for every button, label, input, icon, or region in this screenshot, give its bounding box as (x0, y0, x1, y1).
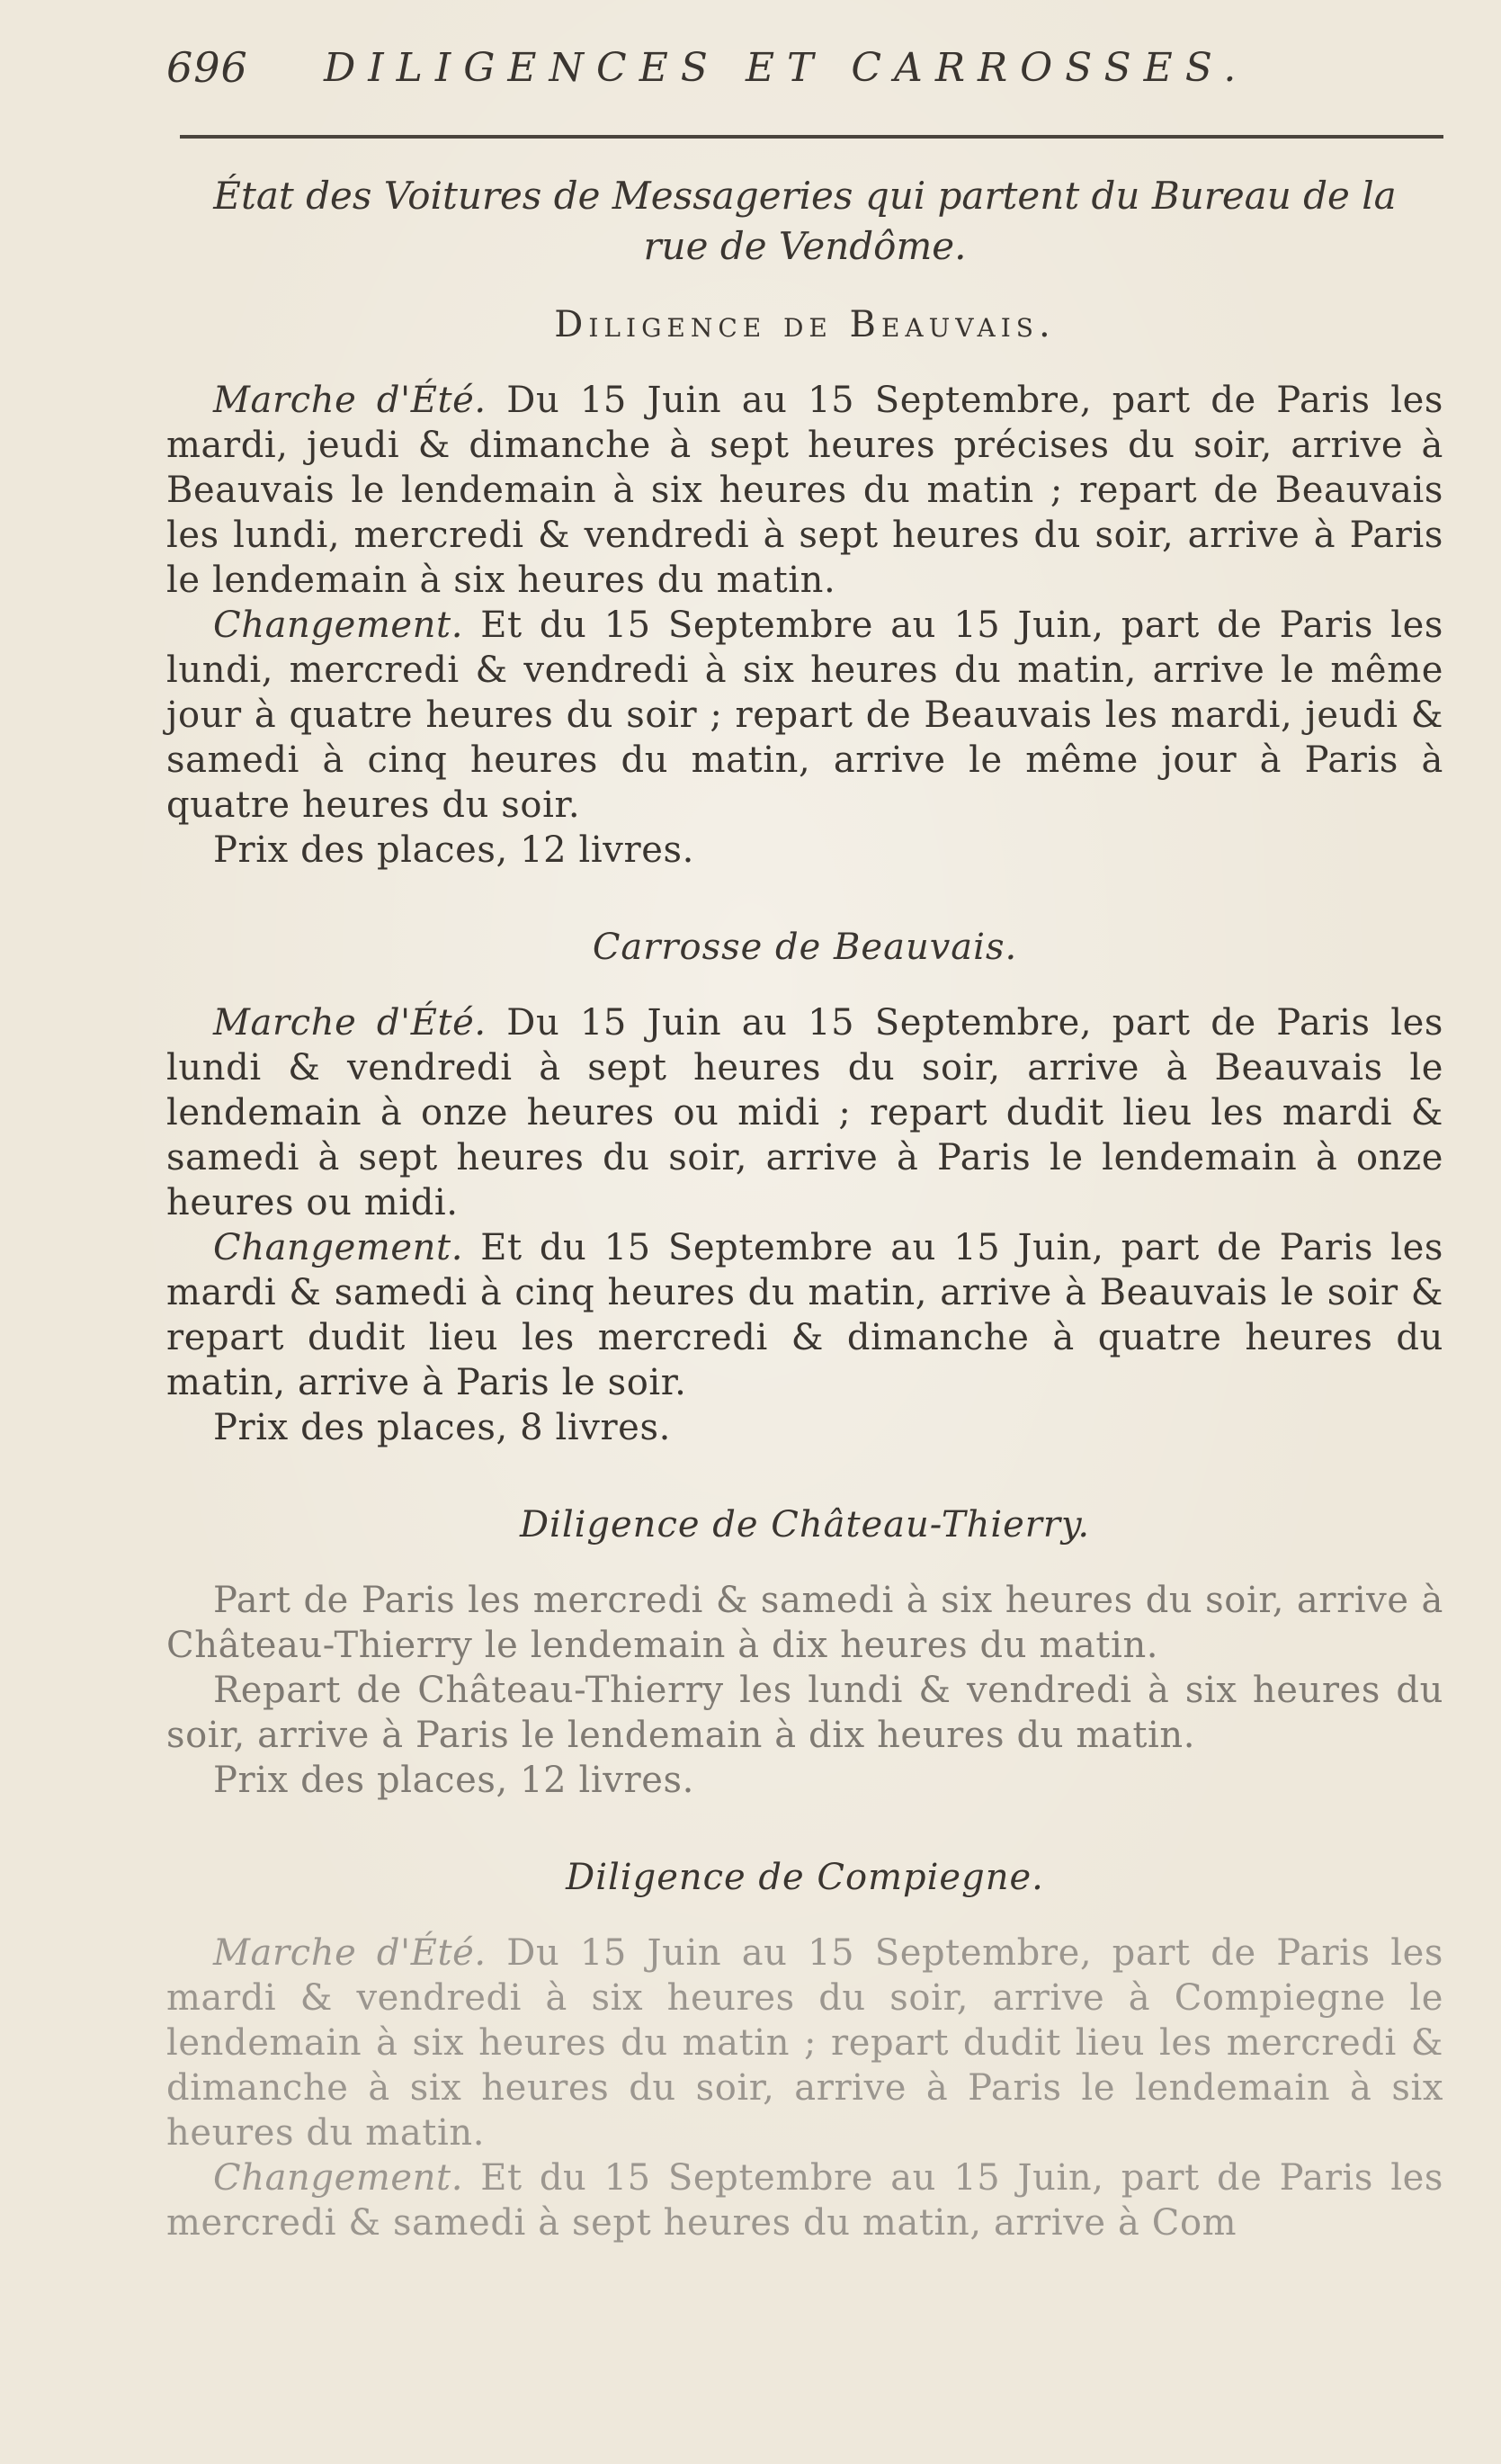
section-paragraph (166, 378, 1443, 603)
section-paragraph (166, 1225, 1443, 1405)
section-paragraph (166, 2155, 1443, 2245)
section-paragraph (166, 603, 1443, 828)
section-paragraph (166, 1931, 1443, 2155)
page-content (166, 171, 1443, 2245)
paragraph-label: Changement. (213, 1227, 464, 1268)
section-title-diligence-chateau-thierry: Diligence de Château-Thierry. (519, 1504, 1091, 1546)
running-head: DILIGENCES ET CARROSSES. (324, 45, 1249, 91)
paragraph-label: Marche d'Été. (213, 1002, 487, 1044)
paragraph-text: Du 15 Juin au 15 Septembre, part de Paris les mardi & vendredi à six heures du soir, arrive à Compiegne le lendemain à six heures du matin ; repart dudit lieu les mercredi & dimanche à six heures du soir, arrive à Paris le lendemain à six heures du matin. (166, 1932, 1443, 2154)
paragraph-text: Part de Paris les mercredi & samedi à six heures du soir, arrive à Château-Thierry le lendemain à dix heures du matin. (166, 1580, 1443, 1666)
paragraph-label: Marche d'Été. (213, 1932, 487, 1974)
paragraph-text: Du 15 Juin au 15 Septembre, part de Paris les lundi & vendredi à sept heures du soir, arrive à Beauvais le lendemain à onze heures ou midi ; repart dudit lieu les mardi & samedi à sept heures du soir, arrive à Paris le lendemain à onze heures ou midi. (166, 1002, 1443, 1223)
page-number: 696 (166, 43, 248, 92)
price-line: Prix des places, 12 livres. (213, 1760, 694, 1801)
header-rule (180, 135, 1443, 139)
paragraph-text: Du 15 Juin au 15 Septembre, part de Paris les mardi, jeudi & dimanche à sept heures précises du soir, arrive à Beauvais le lendemain à six heures du matin ; repart de Beauvais les lundi, mercredi & vendredi à sept heures du soir, arrive à Paris le lendemain à six heures du matin. (166, 380, 1443, 601)
paragraph-text: Repart de Château-Thierry les lundi & vendredi à six heures du soir, arrive à Paris le lendemain à dix heures du matin. (166, 1670, 1443, 1756)
paragraph-label: Marche d'Été. (213, 380, 487, 421)
page-header (166, 43, 1461, 97)
intro-heading: État des Voitures de Messageries qui partent du Bureau de la rue de Vendôme. (213, 174, 1397, 268)
paragraph-text: Et du 15 Septembre au 15 Juin, part de Paris les mardi & samedi à cinq heures du matin, arrive à Beauvais le soir & repart dudit lieu les mercredi & dimanche à quatre heures du matin, arrive à Paris le soir. (166, 1227, 1443, 1403)
price-line: Prix des places, 12 livres. (213, 829, 694, 871)
section-title-diligence-beauvais: Diligence de Beauvais. (554, 304, 1056, 345)
paragraph-label: Changement. (213, 2157, 464, 2199)
section-title-diligence-compiegne: Diligence de Compiegne. (566, 1857, 1044, 1898)
section-paragraph (166, 1668, 1443, 1758)
section-title-carrosse-beauvais: Carrosse de Beauvais. (592, 927, 1018, 968)
price-line: Prix des places, 8 livres. (213, 1407, 671, 1448)
section-paragraph (166, 1000, 1443, 1225)
paragraph-text: Et du 15 Septembre au 15 Juin, part de Paris les lundi, mercredi & vendredi à six heures du matin, arrive le même jour à quatre heures du soir ; repart de Beauvais les mardi, jeudi & samedi à cinq heures du matin, arrive le même jour à Paris à quatre heures du soir. (166, 605, 1443, 826)
paragraph-text: Et du 15 Septembre au 15 Juin, part de Paris les mercredi & samedi à sept heures du matin, arrive à Com (166, 2157, 1443, 2244)
section-paragraph (166, 1578, 1443, 1668)
paragraph-label: Changement. (213, 605, 464, 646)
